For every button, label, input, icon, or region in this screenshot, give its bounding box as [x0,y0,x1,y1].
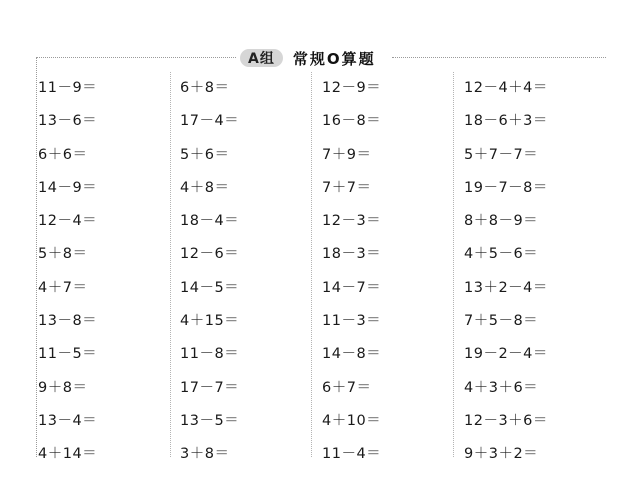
math-problem: 14－8＝ [322,346,382,363]
math-problem: 11－8＝ [180,346,240,363]
math-problem: 19－7－8＝ [464,179,548,196]
math-problem: 4＋3＋6＝ [464,379,539,396]
math-problem: 18－3＝ [322,246,382,263]
math-problem: 12－3＋6＝ [464,412,548,429]
top-dotted-rule-left [36,57,236,58]
worksheet-title: 常规O算题 [292,49,376,68]
math-problem: 4＋7＝ [38,279,88,296]
math-problem: 17－4＝ [180,113,240,130]
math-problem: 12－4＋4＝ [464,80,548,96]
math-problem: 7＋7＝ [322,179,372,196]
math-problem: 13－8＝ [38,313,98,330]
math-problem: 13－4＝ [38,412,98,429]
math-problem: 11－9＝ [38,80,98,96]
worksheet-header [240,47,376,69]
math-problem: 5＋6＝ [180,146,230,163]
problem-grid [38,72,606,472]
math-problem: 13＋2－4＝ [464,279,548,296]
math-problem: 14－5＝ [180,279,240,296]
math-problem: 5＋7－7＝ [464,146,539,163]
math-problem: 14－7＝ [322,279,382,296]
math-problem: 19－2－4＝ [464,346,548,363]
math-problem: 13－5＝ [180,412,240,429]
math-problem: 4＋5－6＝ [464,246,539,263]
math-problem: 11－4＝ [322,446,382,463]
math-problem: 6＋8＝ [180,80,230,96]
top-dotted-rule-right [392,57,606,58]
math-problem: 11－5＝ [38,346,98,363]
math-problem: 4＋14＝ [38,446,98,463]
math-problem: 4＋15＝ [180,313,240,330]
group-badge: A组 [240,49,283,67]
math-problem: 6＋6＝ [38,146,88,163]
math-problem: 17－7＝ [180,379,240,396]
math-problem: 6＋7＝ [322,379,372,396]
math-problem: 7＋5－8＝ [464,313,539,330]
math-problem: 18－4＝ [180,213,240,230]
math-problem: 16－8＝ [322,113,382,130]
math-problem: 12－9＝ [322,80,382,96]
math-problem: 12－6＝ [180,246,240,263]
math-problem: 14－9＝ [38,179,98,196]
math-problem: 18－6＋3＝ [464,113,548,130]
left-dotted-rule [36,57,37,457]
math-problem: 9＋8＝ [38,379,88,396]
math-problem: 8＋8－9＝ [464,213,539,230]
math-problem: 13－6＝ [38,113,98,130]
math-problem: 12－3＝ [322,213,382,230]
math-problem: 3＋8＝ [180,446,230,463]
math-problem: 9＋3＋2＝ [464,446,539,463]
math-problem: 4＋8＝ [180,179,230,196]
math-problem: 5＋8＝ [38,246,88,263]
math-problem: 12－4＝ [38,213,98,230]
math-problem: 7＋9＝ [322,146,372,163]
math-problem: 11－3＝ [322,313,382,330]
math-problem: 4＋10＝ [322,412,382,429]
